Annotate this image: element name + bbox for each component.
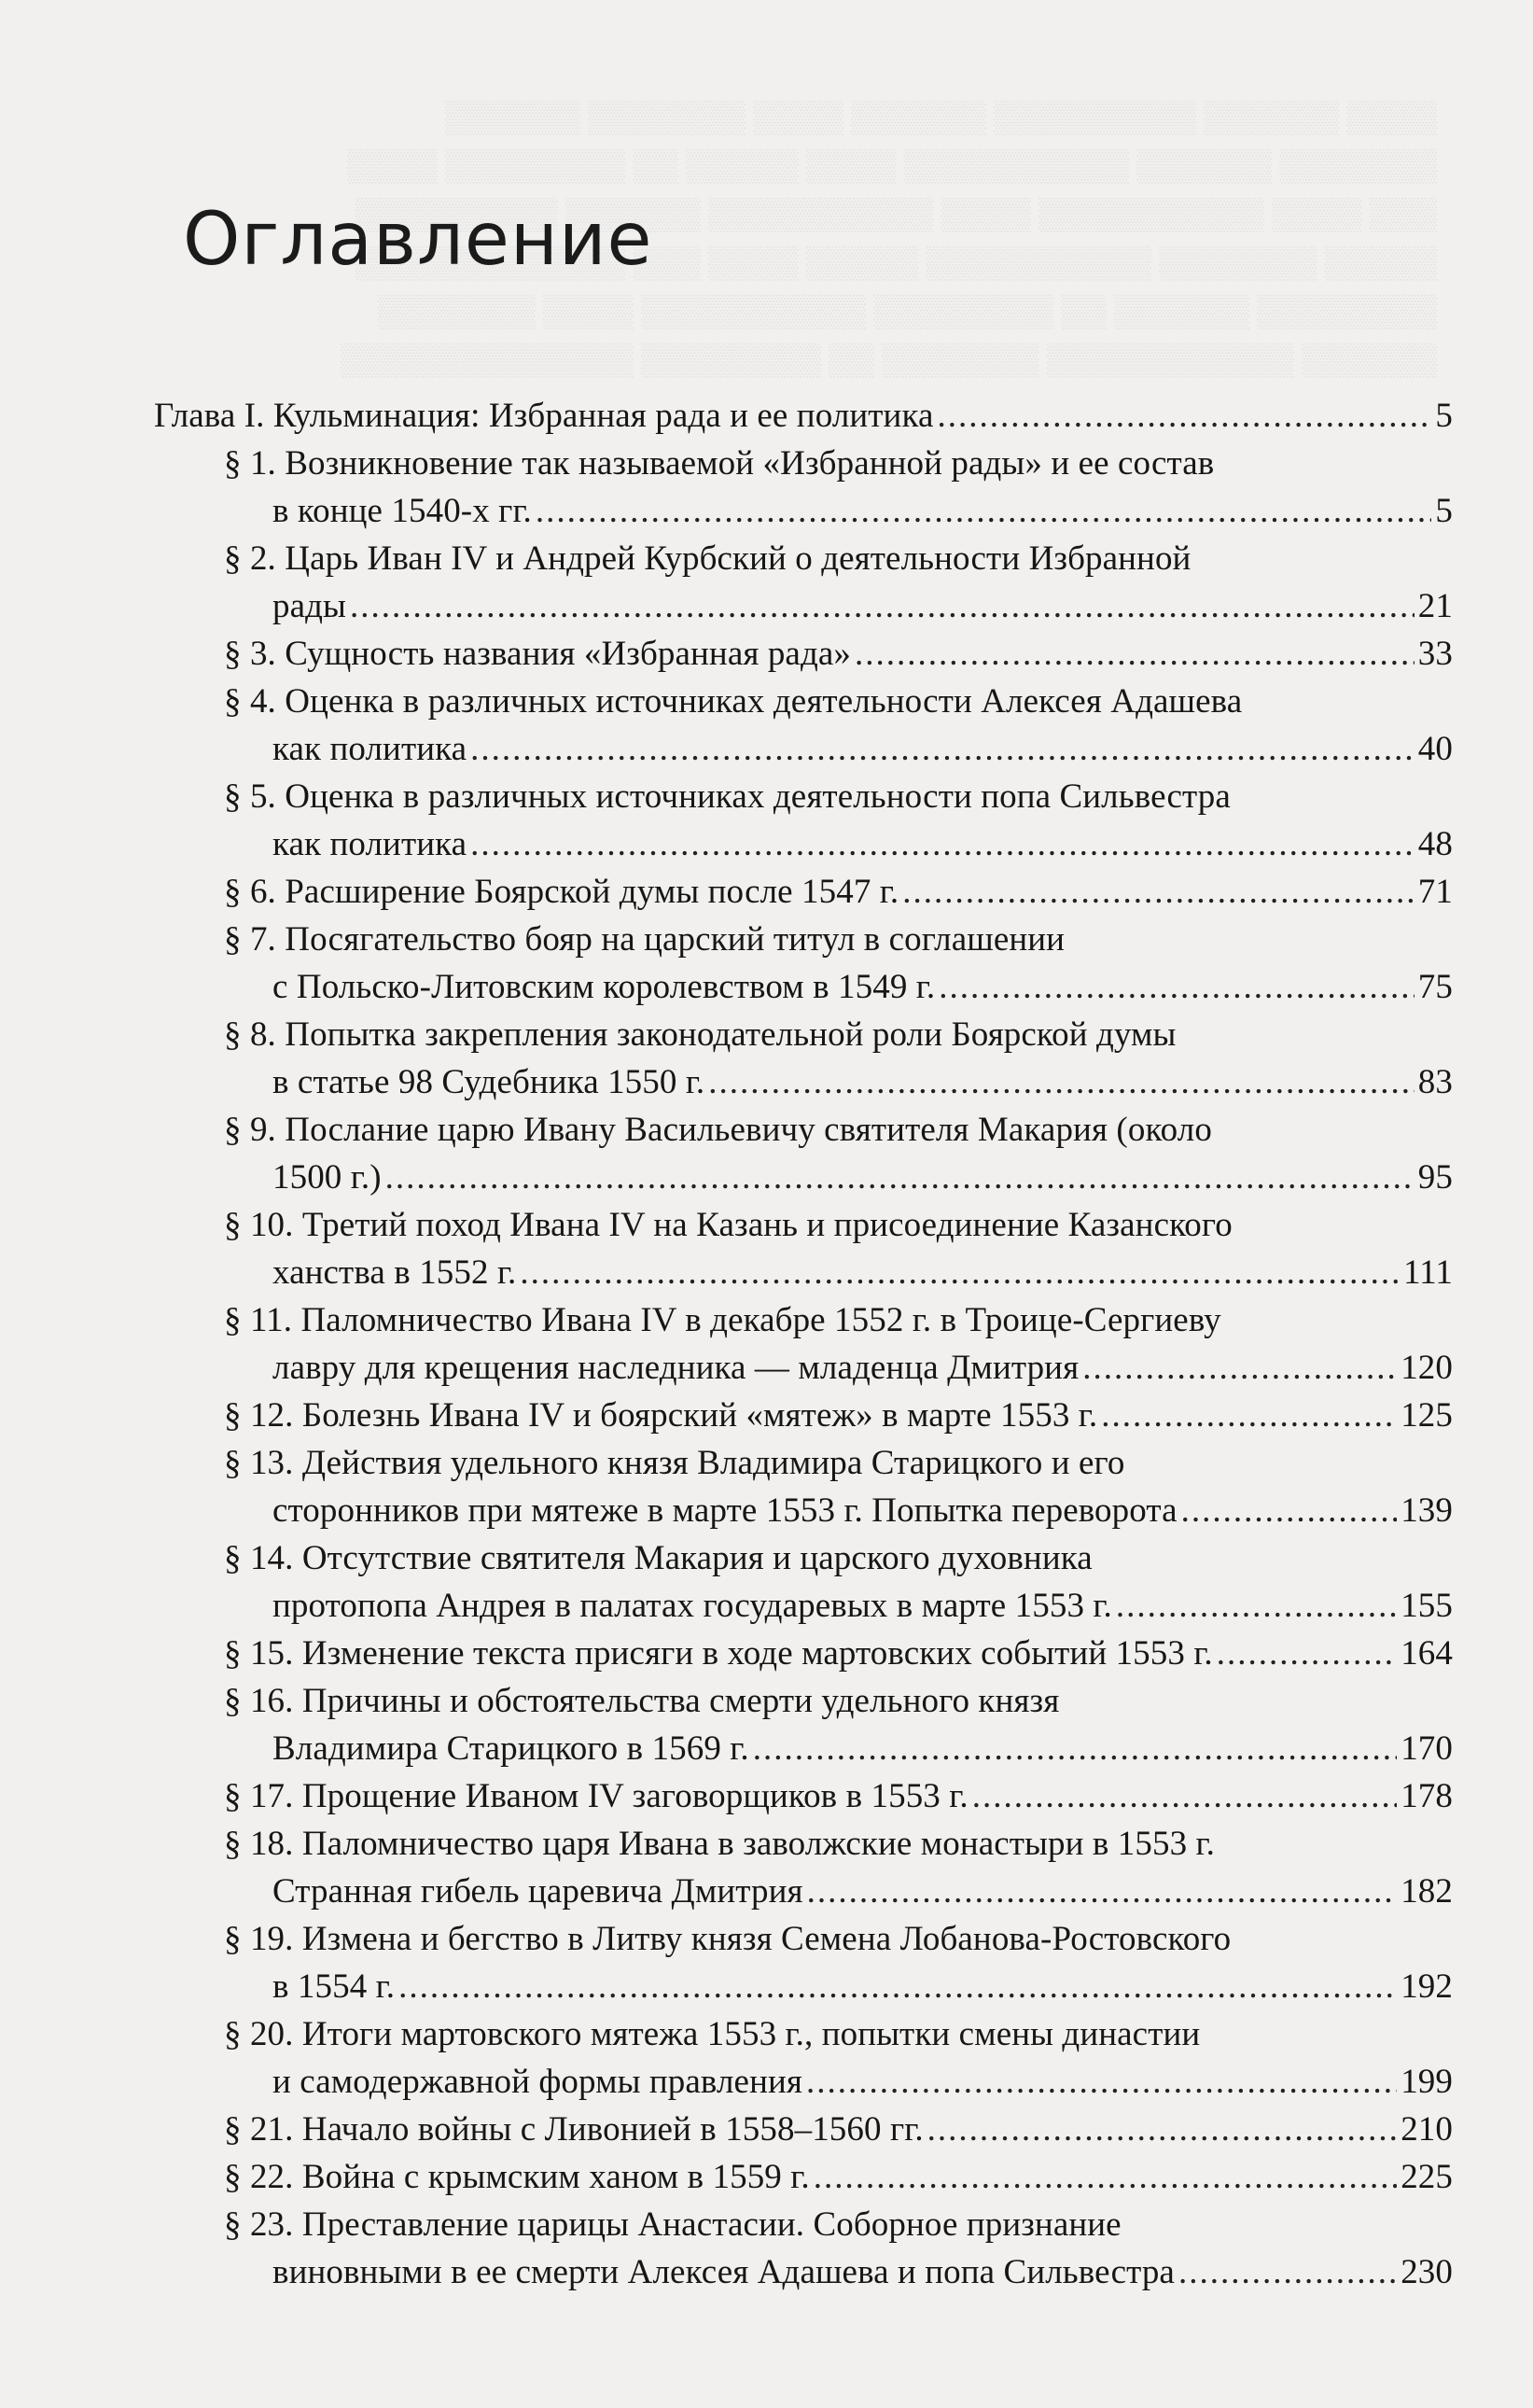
toc-entry-text: и самодержавной формы правления (272, 2063, 803, 2101)
toc-section-entry (154, 916, 1453, 1011)
toc-section-entry (154, 1392, 1453, 1439)
toc-section-entry (154, 868, 1453, 916)
toc-section-entry (154, 1534, 1453, 1630)
dot-leader (972, 1772, 1397, 1820)
dot-leader (807, 1868, 1398, 1915)
toc-page-number: 83 (1417, 1063, 1453, 1101)
toc-section-entry (154, 1772, 1453, 1820)
dot-leader (753, 1725, 1397, 1772)
dot-leader (470, 820, 1415, 868)
dot-leader (1116, 1582, 1397, 1630)
toc-section-entry (154, 2010, 1453, 2106)
toc-page-number: 225 (1401, 2158, 1453, 2196)
toc-line (154, 1963, 1453, 2010)
toc-entry-text: в конце 1540-х гг. (272, 492, 532, 530)
toc-entry-text: § 15. Изменение текста присяги в ходе мартовских событий 1553 г. (224, 1634, 1213, 1673)
toc-line (154, 2201, 1453, 2248)
toc-line (154, 868, 1453, 916)
toc-section-entry (154, 1106, 1453, 1201)
toc-page-number: 33 (1417, 635, 1453, 673)
toc-line (154, 2106, 1453, 2153)
toc-entry-text: § 8. Попытка закрепления законодательной роли Боярской думы (224, 1015, 1177, 1054)
toc-line (154, 1915, 1453, 1963)
toc-entry-text: в статье 98 Судебника 1550 г. (272, 1063, 705, 1101)
dot-leader (520, 1249, 1400, 1296)
toc-page-number: 164 (1401, 1634, 1453, 1673)
toc-entry-text: § 6. Расширение Боярской думы после 1547 г. (224, 873, 899, 911)
toc-page-number: 210 (1401, 2110, 1453, 2149)
toc-page-number: 21 (1417, 587, 1453, 625)
toc-entry-text: § 5. Оценка в различных источниках деятельности попа Сильвестра (224, 777, 1231, 816)
toc-page-number: 178 (1401, 1777, 1453, 1815)
dot-leader (1101, 1392, 1397, 1439)
toc-page-number: 139 (1401, 1491, 1453, 1530)
toc-entry-text: § 1. Возникновение так называемой «Избранной рады» и ее состав (224, 444, 1215, 483)
toc-entry-text: § 12. Болезнь Ивана IV и боярский «мятеж» в марте 1553 г. (224, 1396, 1098, 1435)
toc-entry-text: § 4. Оценка в различных источниках деятельности Алексея Адашева (224, 682, 1243, 721)
toc-entry-text: § 2. Царь Иван IV и Андрей Курбский о деятельности Избранной (224, 539, 1192, 578)
table-of-contents (154, 392, 1453, 2296)
toc-page-number: 199 (1401, 2063, 1453, 2101)
toc-page-number: 182 (1401, 1872, 1453, 1911)
toc-section-entry (154, 1630, 1453, 1677)
toc-line (154, 1725, 1453, 1772)
toc-line (154, 1630, 1453, 1677)
toc-entry-text: § 3. Сущность названия «Избранная рада» (224, 635, 851, 673)
toc-entry-text: § 16. Причины и обстоятельства смерти удельного князя (224, 1682, 1060, 1720)
toc-entry-text: § 18. Паломничество царя Ивана в заволжские монастыри в 1553 г. (224, 1825, 1215, 1863)
toc-section-entry (154, 440, 1453, 535)
toc-entry-text: § 7. Посягательство бояр на царский титул в соглашении (224, 920, 1066, 959)
toc-line (154, 1011, 1453, 1058)
toc-entry-text: 1500 г.) (272, 1158, 382, 1197)
toc-entry-text: § 17. Прощение Иваном IV заговорщиков в 1553 г. (224, 1777, 969, 1815)
toc-section-entry (154, 2153, 1453, 2201)
dot-leader (1178, 2248, 1397, 2296)
dot-leader (1181, 1487, 1398, 1534)
toc-line (154, 1154, 1453, 1201)
toc-entry-text: в 1554 г. (272, 1967, 396, 2006)
toc-entry-text: Глава I. Кульминация: Избранная рада и ее политика (154, 397, 934, 435)
toc-entry-text: Владимира Старицкого в 1569 г. (272, 1729, 749, 1768)
toc-line (154, 1820, 1453, 1868)
show-through-texture: ▒▒▒▒ ▒▒▒▒▒▒ ▒▒▒▒▒▒▒▒▒ ▒▒▒▒▒▒ ▒▒▒▒ ▒▒▒▒▒▒▒ ▒▒▒▒▒▒ ▒▒▒▒▒▒▒ ▒▒▒▒▒▒ ▒▒▒▒▒▒▒▒▒▒ ▒▒▒▒ ▒▒▒▒▒ ▒▒ ▒▒▒▒▒▒▒▒ ▒▒▒▒ ▒▒▒ ▒▒▒▒ ▒▒▒▒▒▒▒▒▒▒ ▒▒▒▒ ▒▒▒▒▒▒▒▒▒▒ ▒▒▒▒▒▒ ▒▒▒▒▒▒▒▒▒ ▒▒▒▒▒ ▒▒▒▒▒▒▒ ▒▒▒▒▒▒▒▒▒▒ ▒▒▒▒▒ ▒▒▒▒ ▒▒▒ ▒▒▒▒▒▒▒▒▒▒▒▒ ▒▒▒▒▒▒▒▒ ▒▒▒▒▒▒ ▒▒ ▒▒▒▒▒▒▒▒ ▒▒▒▒▒▒▒▒▒▒ ▒▒▒▒ ▒▒▒▒▒▒▒ ▒▒▒▒▒▒ ▒▒▒▒▒▒▒▒▒▒▒ ▒▒▒▒▒▒▒ ▒▒ ▒▒▒▒▒▒▒▒ ▒▒▒▒▒▒▒▒▒▒▒▒▒ (341, 100, 1437, 377)
toc-page-number: 71 (1417, 873, 1453, 911)
toc-entry-text: § 19. Измена и бегство в Литву князя Семена Лобанова-Ростовского (224, 1920, 1232, 1958)
toc-entry-text: § 11. Паломничество Ивана IV в декабре 1552 г. в Троице-Сергиеву (224, 1301, 1221, 1339)
page-title: Оглавление (183, 198, 653, 282)
toc-line (154, 582, 1453, 630)
toc-line (154, 1582, 1453, 1630)
toc-page-number: 120 (1401, 1349, 1453, 1387)
toc-line (154, 1677, 1453, 1725)
toc-line (154, 1487, 1453, 1534)
toc-section-entry (154, 1296, 1453, 1392)
toc-entry-text: § 20. Итоги мартовского мятежа 1553 г., попытки смены династии (224, 2015, 1201, 2053)
toc-entry-text: сторонников при мятеже в марте 1553 г. Попытка переворота (272, 1491, 1178, 1530)
toc-line (154, 773, 1453, 820)
dot-leader (708, 1058, 1415, 1106)
dot-leader (855, 630, 1415, 678)
toc-entry-text: § 22. Война с крымским ханом в 1559 г. (224, 2158, 810, 2196)
toc-line (154, 440, 1453, 487)
toc-entry-text: как политика (272, 730, 467, 768)
dot-leader (806, 2058, 1397, 2106)
toc-line (154, 678, 1453, 725)
toc-page-number: 192 (1401, 1967, 1453, 2006)
dot-leader (350, 582, 1415, 630)
dot-leader (927, 2106, 1398, 2153)
dot-leader (814, 2153, 1397, 2201)
toc-line (154, 1106, 1453, 1154)
toc-entry-text: § 9. Послание царю Ивану Васильевичу святителя Макария (около (224, 1111, 1212, 1149)
toc-line (154, 2058, 1453, 2106)
toc-page-number: 125 (1401, 1396, 1453, 1435)
toc-section-entry (154, 1820, 1453, 1915)
toc-line (154, 1344, 1453, 1392)
toc-section-entry (154, 773, 1453, 868)
toc-entry-text: § 23. Преставление царицы Анастасии. Соборное признание (224, 2205, 1122, 2244)
toc-section-entry (154, 1011, 1453, 1106)
toc-section-entry (154, 1677, 1453, 1772)
toc-page-number: 230 (1401, 2253, 1453, 2291)
toc-section-entry (154, 2106, 1453, 2153)
dot-leader (470, 725, 1415, 773)
toc-line (154, 1249, 1453, 1296)
toc-line (154, 2153, 1453, 2201)
toc-line (154, 392, 1453, 440)
toc-line (154, 1439, 1453, 1487)
toc-line (154, 630, 1453, 678)
dot-leader (1217, 1630, 1397, 1677)
toc-line (154, 1772, 1453, 1820)
dot-leader (385, 1154, 1415, 1201)
toc-section-entry (154, 678, 1453, 773)
toc-section-entry (154, 1439, 1453, 1534)
toc-page-number: 95 (1417, 1158, 1453, 1197)
toc-line (154, 725, 1453, 773)
toc-section-entry (154, 1915, 1453, 2010)
dot-leader (536, 487, 1431, 535)
dot-leader (902, 868, 1415, 916)
toc-line (154, 1534, 1453, 1582)
toc-line (154, 535, 1453, 582)
dot-leader (939, 963, 1415, 1011)
toc-line (154, 1868, 1453, 1915)
toc-entry-text: как политика (272, 825, 467, 863)
toc-page-number: 5 (1435, 492, 1453, 530)
toc-line (154, 2010, 1453, 2058)
toc-entry-text: виновными в ее смерти Алексея Адашева и попа Сильвестра (272, 2253, 1175, 2291)
toc-line (154, 1058, 1453, 1106)
toc-line (154, 1392, 1453, 1439)
toc-page-number: 40 (1417, 730, 1453, 768)
toc-section-entry (154, 1201, 1453, 1296)
toc-entry-text: с Польско-Литовским королевством в 1549 г. (272, 968, 936, 1006)
toc-line (154, 487, 1453, 535)
toc-page-number: 111 (1402, 1253, 1453, 1292)
toc-entry-text: рады (272, 587, 347, 625)
toc-section-entry (154, 630, 1453, 678)
dot-leader (398, 1963, 1397, 2010)
toc-entry-text: протопопа Андрея в палатах государевых в марте 1553 г. (272, 1587, 1112, 1625)
toc-line (154, 1296, 1453, 1344)
dot-leader (938, 392, 1432, 440)
dot-leader (1082, 1344, 1397, 1392)
toc-chapter-entry (154, 392, 1453, 440)
toc-entry-text: § 13. Действия удельного князя Владимира Старицкого и его (224, 1444, 1125, 1482)
toc-entry-text: § 21. Начало войны с Ливонией в 1558–1560 гг. (224, 2110, 924, 2149)
toc-page-number: 75 (1417, 968, 1453, 1006)
toc-line (154, 916, 1453, 963)
toc-line (154, 1201, 1453, 1249)
toc-line (154, 820, 1453, 868)
toc-entry-text: ханства в 1552 г. (272, 1253, 517, 1292)
toc-line (154, 2248, 1453, 2296)
toc-section-entry (154, 535, 1453, 630)
toc-page-number: 170 (1401, 1729, 1453, 1768)
toc-entry-text: § 10. Третий поход Ивана IV на Казань и присоединение Казанского (224, 1206, 1233, 1244)
toc-page-number: 48 (1417, 825, 1453, 863)
toc-entry-text: лавру для крещения наследника — младенца Дмитрия (272, 1349, 1080, 1387)
toc-page-number: 155 (1401, 1587, 1453, 1625)
toc-entry-text: Странная гибель царевича Дмитрия (272, 1872, 803, 1911)
toc-line (154, 963, 1453, 1011)
toc-page-number: 5 (1435, 397, 1453, 435)
toc-section-entry (154, 2201, 1453, 2296)
toc-entry-text: § 14. Отсутствие святителя Макария и царского духовника (224, 1539, 1093, 1577)
